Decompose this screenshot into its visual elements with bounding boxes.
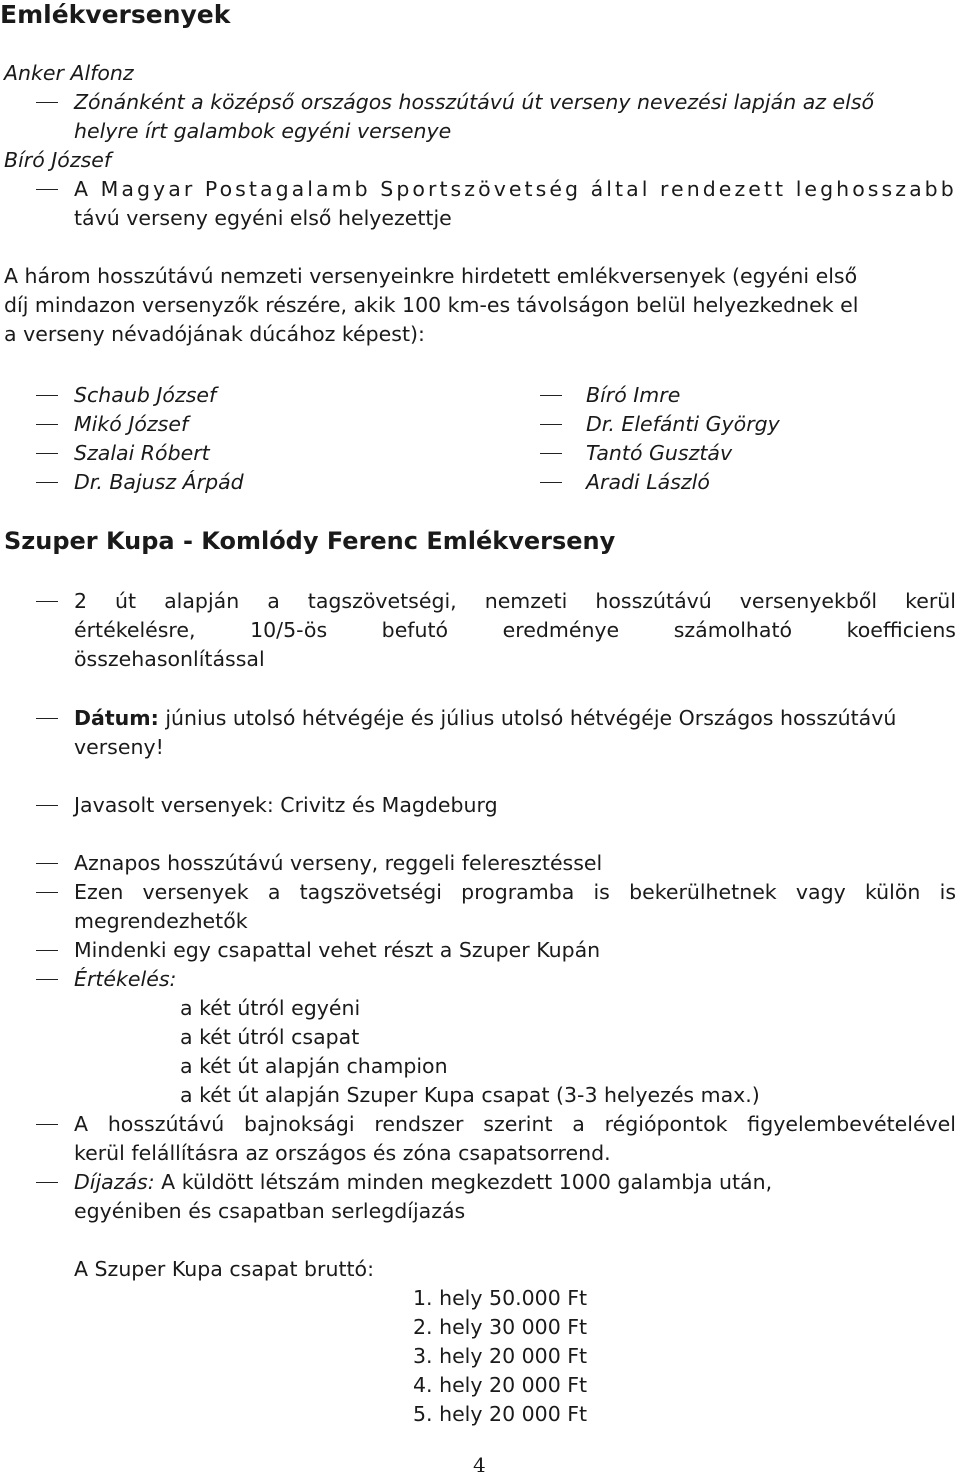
date-label: Dátum:: [74, 706, 159, 730]
ranking-line2: kerül felállításra az országos és zóna csapatsorrend.: [74, 1141, 611, 1165]
dash-marker: [36, 395, 58, 396]
date-line2: verseny!: [74, 735, 164, 759]
intro-line1: [4, 262, 857, 291]
name-right-4: Aradi László: [586, 470, 710, 494]
superkupa-p1-line3: összehasonlítással: [74, 647, 265, 671]
memorial-biro-line1: A Magyar Postagalamb Sportszövetség által rendezett leghosszabb: [74, 177, 957, 201]
dash-marker: [540, 482, 562, 483]
name-left-1: Schaub József: [74, 383, 217, 407]
evaluation-item: a két útról egyéni: [180, 996, 361, 1020]
intro-line1-part1: A három hosszútávú nemzeti versenyeinkre hirdetett: [4, 264, 551, 288]
memorial-name-anker: Anker Alfonz: [4, 61, 134, 85]
memorial-biro-line2: távú verseny egyéni első helyezettje: [74, 206, 452, 230]
memorial-name-biro: Bíró József: [4, 148, 112, 172]
dash-marker: [36, 718, 58, 719]
dash-marker: [36, 482, 58, 483]
name-left-4: Dr. Bajusz Árpád: [74, 470, 244, 494]
page-number: 4: [473, 1453, 486, 1477]
dash-marker: [540, 424, 562, 425]
memorial-anker-line2: helyre írt galambok egyéni versenye: [74, 119, 452, 143]
evaluation-item: a két út alapján champion: [180, 1054, 448, 1078]
team-rule: Mindenki egy csapattal vehet részt a Szuper Kupán: [74, 938, 601, 962]
dash-marker: [36, 979, 58, 980]
dash-marker: [36, 805, 58, 806]
intro-line3: a verseny névadójának dúcához képest):: [4, 322, 425, 346]
name-left-2: Mikó József: [74, 412, 189, 436]
evaluation-item: a két út alapján Szuper Kupa csapat (3-3 helyezés max.): [180, 1083, 760, 1107]
section-heading: Szuper Kupa - Komlódy Ferenc Emlékverseny: [4, 527, 616, 555]
dash-marker: [36, 1182, 58, 1183]
evaluation-label: Értékelés:: [74, 967, 177, 991]
dash-marker: [36, 863, 58, 864]
dash-marker: [36, 892, 58, 893]
program-line2: megrendezhetők: [74, 909, 248, 933]
page-title: Emlékversenyek: [0, 0, 231, 29]
name-right-1: Bíró Imre: [586, 383, 681, 407]
dash-marker: [36, 950, 58, 951]
dash-marker: [36, 1124, 58, 1125]
evaluation-item: a két útról csapat: [180, 1025, 360, 1049]
prize-item: 5. hely 20 000 Ft: [413, 1402, 588, 1426]
dash-marker: [540, 453, 562, 454]
dash-marker: [36, 102, 58, 103]
dash-marker: [36, 189, 58, 190]
name-right-3: Tantó Gusztáv: [586, 441, 733, 465]
dash-marker: [36, 453, 58, 454]
dash-marker: [36, 601, 58, 602]
dash-marker: [540, 395, 562, 396]
date-text: június utolsó hétvégéje és július utolsó hétvégéje Országos hosszútávú: [158, 706, 897, 730]
intro-line2: díj mindazon versenyzők részére, akik 100 km-es távolságon belül helyezkednek el: [4, 293, 859, 317]
prize-text: A küldött létszám minden megkezdett 1000 galambja után,: [154, 1170, 773, 1194]
prize-item: 3. hely 20 000 Ft: [413, 1344, 588, 1368]
intro-line1-part2: emlékversenyek (egyéni első: [550, 264, 858, 288]
prize-line1: [74, 1168, 772, 1197]
gross-label: A Szuper Kupa csapat bruttó:: [74, 1257, 374, 1281]
prize-line2: egyéniben és csapatban serlegdíjazás: [74, 1199, 466, 1223]
memorial-anker-line1: Zónánként a középső országos hosszútávú út verseny nevezési lapján az első: [74, 90, 875, 114]
superkupa-p1-line2: értékelésre, 10/5-ös befutó eredménye számolható koefficiens: [74, 618, 956, 642]
prize-item: 1. hely 50.000 Ft: [413, 1286, 588, 1310]
dash-marker: [36, 424, 58, 425]
prize-item: 4. hely 20 000 Ft: [413, 1373, 588, 1397]
program-line1: Ezen versenyek a tagszövetségi programba is bekerülhetnek vagy külön is: [74, 880, 956, 904]
ranking-line1: A hosszútávú bajnoksági rendszer szerint a régiópontok figyelembevételével: [74, 1112, 956, 1136]
oneday-race: Aznapos hosszútávú verseny, reggeli feleresztéssel: [74, 851, 603, 875]
name-left-3: Szalai Róbert: [74, 441, 210, 465]
date-line: [74, 704, 896, 733]
superkupa-p1-line1: 2 út alapján a tagszövetségi, nemzeti hosszútávú versenyekből kerül: [74, 589, 956, 613]
prize-label: Díjazás:: [74, 1170, 155, 1194]
suggested-races: Javasolt versenyek: Crivitz és Magdeburg: [74, 793, 498, 817]
name-right-2: Dr. Elefánti György: [586, 412, 780, 436]
prize-item: 2. hely 30 000 Ft: [413, 1315, 588, 1339]
